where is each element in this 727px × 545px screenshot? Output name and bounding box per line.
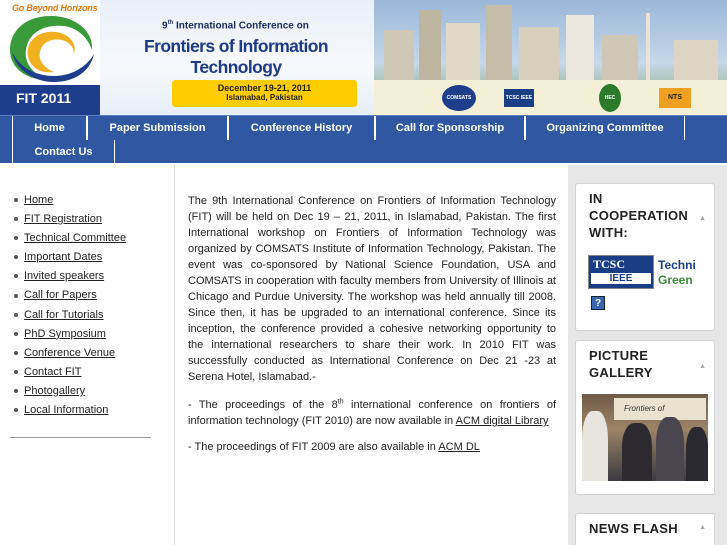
sidebar-link[interactable]: Important Dates <box>24 251 103 264</box>
nav-call-for-sponsorship[interactable]: Call for Sponsorship <box>375 116 525 140</box>
sidebar-item-contact-fit[interactable] <box>14 365 126 384</box>
tcsc-ieee-logo-icon: TCSC IEEE <box>504 89 534 107</box>
sidebar-item-call-for-tutorials[interactable] <box>14 308 126 327</box>
tcsc-logo-text: TCSC <box>593 257 626 271</box>
bullet-icon <box>14 408 18 412</box>
conference-date-box <box>172 80 357 107</box>
sidebar-link[interactable]: Conference Venue <box>24 346 116 359</box>
news-flash-title: NEWS FLASH <box>589 521 678 536</box>
slogan: Go Beyond Horizons <box>12 3 98 13</box>
sidebar-link[interactable]: Contact FIT <box>24 365 82 378</box>
ieee-logo-text: IEEE <box>591 273 651 284</box>
right-sidebar <box>568 165 727 545</box>
bullet-icon <box>14 217 18 221</box>
sidebar-link[interactable]: Technical Committee <box>24 232 127 245</box>
bullet-icon <box>14 236 18 240</box>
sidebar-item-technical-committee[interactable] <box>14 231 126 250</box>
chevron-up-icon[interactable]: ▲ <box>699 363 706 370</box>
sidebar-item-conference-venue[interactable] <box>14 346 126 365</box>
sidebar-menu <box>14 193 126 422</box>
sidebar-item-fit-registration[interactable] <box>14 212 126 231</box>
sidebar-item-local-information[interactable] <box>14 403 126 422</box>
bullet-icon <box>14 294 18 298</box>
news-flash-panel <box>575 513 715 545</box>
sidebar-item-important-dates[interactable] <box>14 250 126 269</box>
sidebar-item-phd-symposium[interactable] <box>14 327 126 346</box>
nts-logo-icon: NTS <box>659 88 691 108</box>
sidebar-divider <box>10 437 151 438</box>
left-sidebar <box>0 165 175 545</box>
intro-paragraph: The 9th International Conference on Frontiers of Information Technology (FIT) will be held on Dec 19 – 21, 2011, in Islamabad, Pakistan. The first International workshop on Frontiers of Information Technology was organized by COMSATS Institute of Information Technology, Pakistan. The event was co-sponsored by National Science Foundation, USA and COMSATS in cooperation with faculty members from University of Illinois at Chicago and Purdue University. The workshop was held annually till 2008. Since then, it has be upgraded to an international conference. Since its inception, the conference provided a cohesive networking opportunity to the international researchers to share their work. In 2010 FIT was successfully conducted as International Conference on Dec 21 -23 at Serena Hotel, Islamabad.- <box>188 195 556 383</box>
picture-gallery-title: PICTURE GALLERY <box>589 348 653 380</box>
hec-logo-icon: HEC <box>599 84 621 112</box>
city-photo-banner <box>374 0 727 115</box>
nav-paper-submission[interactable]: Paper Submission <box>87 116 228 140</box>
bullet-icon <box>14 351 18 355</box>
sidebar-link[interactable]: Home <box>24 194 54 206</box>
conference-dates: December 19-21, 2011 <box>217 83 312 93</box>
sidebar-link[interactable]: Photogallery <box>24 384 86 397</box>
conference-title: Frontiers of Information Technology <box>144 36 328 77</box>
nav-organizing-committee[interactable]: Organizing Committee <box>525 116 685 140</box>
bullet-icon <box>14 332 18 336</box>
chevron-up-icon[interactable]: ▲ <box>699 524 706 531</box>
main-nav <box>0 115 727 163</box>
bullet-icon <box>14 198 18 202</box>
nav-conference-history[interactable]: Conference History <box>228 116 375 140</box>
proceedings-paragraph: - The proceedings of the 8th international conference on frontiers of information technology (FIT 2010) are now available in ACM digital Library <box>188 398 557 427</box>
help-icon[interactable]: ? <box>591 296 605 310</box>
fit-year-label: FIT 2011 <box>0 85 102 115</box>
proceedings-2009-paragraph: - The proceedings of FIT 2009 are also available in ACM DL <box>188 441 480 453</box>
banner-sign: Frontiers of <box>614 398 706 420</box>
sidebar-item-photogallery[interactable] <box>14 384 126 403</box>
fit-logo-icon <box>4 12 98 84</box>
gallery-photo[interactable] <box>582 394 708 481</box>
bullet-icon <box>14 370 18 374</box>
bullet-icon <box>14 313 18 317</box>
nav-home[interactable]: Home <box>12 116 87 140</box>
nav-contact-us[interactable]: Contact Us <box>12 140 115 164</box>
main-content <box>188 193 556 455</box>
chevron-up-icon[interactable]: ▲ <box>699 215 706 222</box>
tcsc-ieee-logo[interactable] <box>588 255 654 289</box>
sidebar-item-call-for-papers[interactable] <box>14 288 126 307</box>
acm-digital-library-link[interactable]: ACM digital Library <box>455 415 549 427</box>
acm-dl-link[interactable]: ACM DL <box>438 441 480 453</box>
sidebar-link[interactable]: Local Information <box>24 404 109 417</box>
cooperation-title: IN COOPERATION WITH: <box>589 191 689 240</box>
logo-area <box>0 0 102 115</box>
sidebar-link[interactable]: PhD Symposium <box>24 327 106 340</box>
sidebar-item-home[interactable] <box>14 193 126 212</box>
tcsc-text[interactable]: Techni Green <box>658 258 696 287</box>
conference-subtitle: 9th International Conference on <box>162 20 309 32</box>
bullet-icon <box>14 389 18 393</box>
conference-header <box>100 0 376 115</box>
conference-location: Islamabad, Pakistan <box>226 93 303 102</box>
bullet-icon <box>14 255 18 259</box>
sidebar-link[interactable]: Invited speakers <box>24 270 105 283</box>
sidebar-link[interactable]: Call for Tutorials <box>24 308 104 321</box>
bullet-icon <box>14 274 18 278</box>
sidebar-link[interactable]: Call for Papers <box>24 289 97 302</box>
comsats-logo-icon: COMSATS <box>442 85 476 111</box>
sidebar-item-invited-speakers[interactable] <box>14 269 126 288</box>
sidebar-link[interactable]: FIT Registration <box>24 213 103 226</box>
sponsor-logo-strip <box>374 80 727 115</box>
site-banner <box>0 0 727 115</box>
